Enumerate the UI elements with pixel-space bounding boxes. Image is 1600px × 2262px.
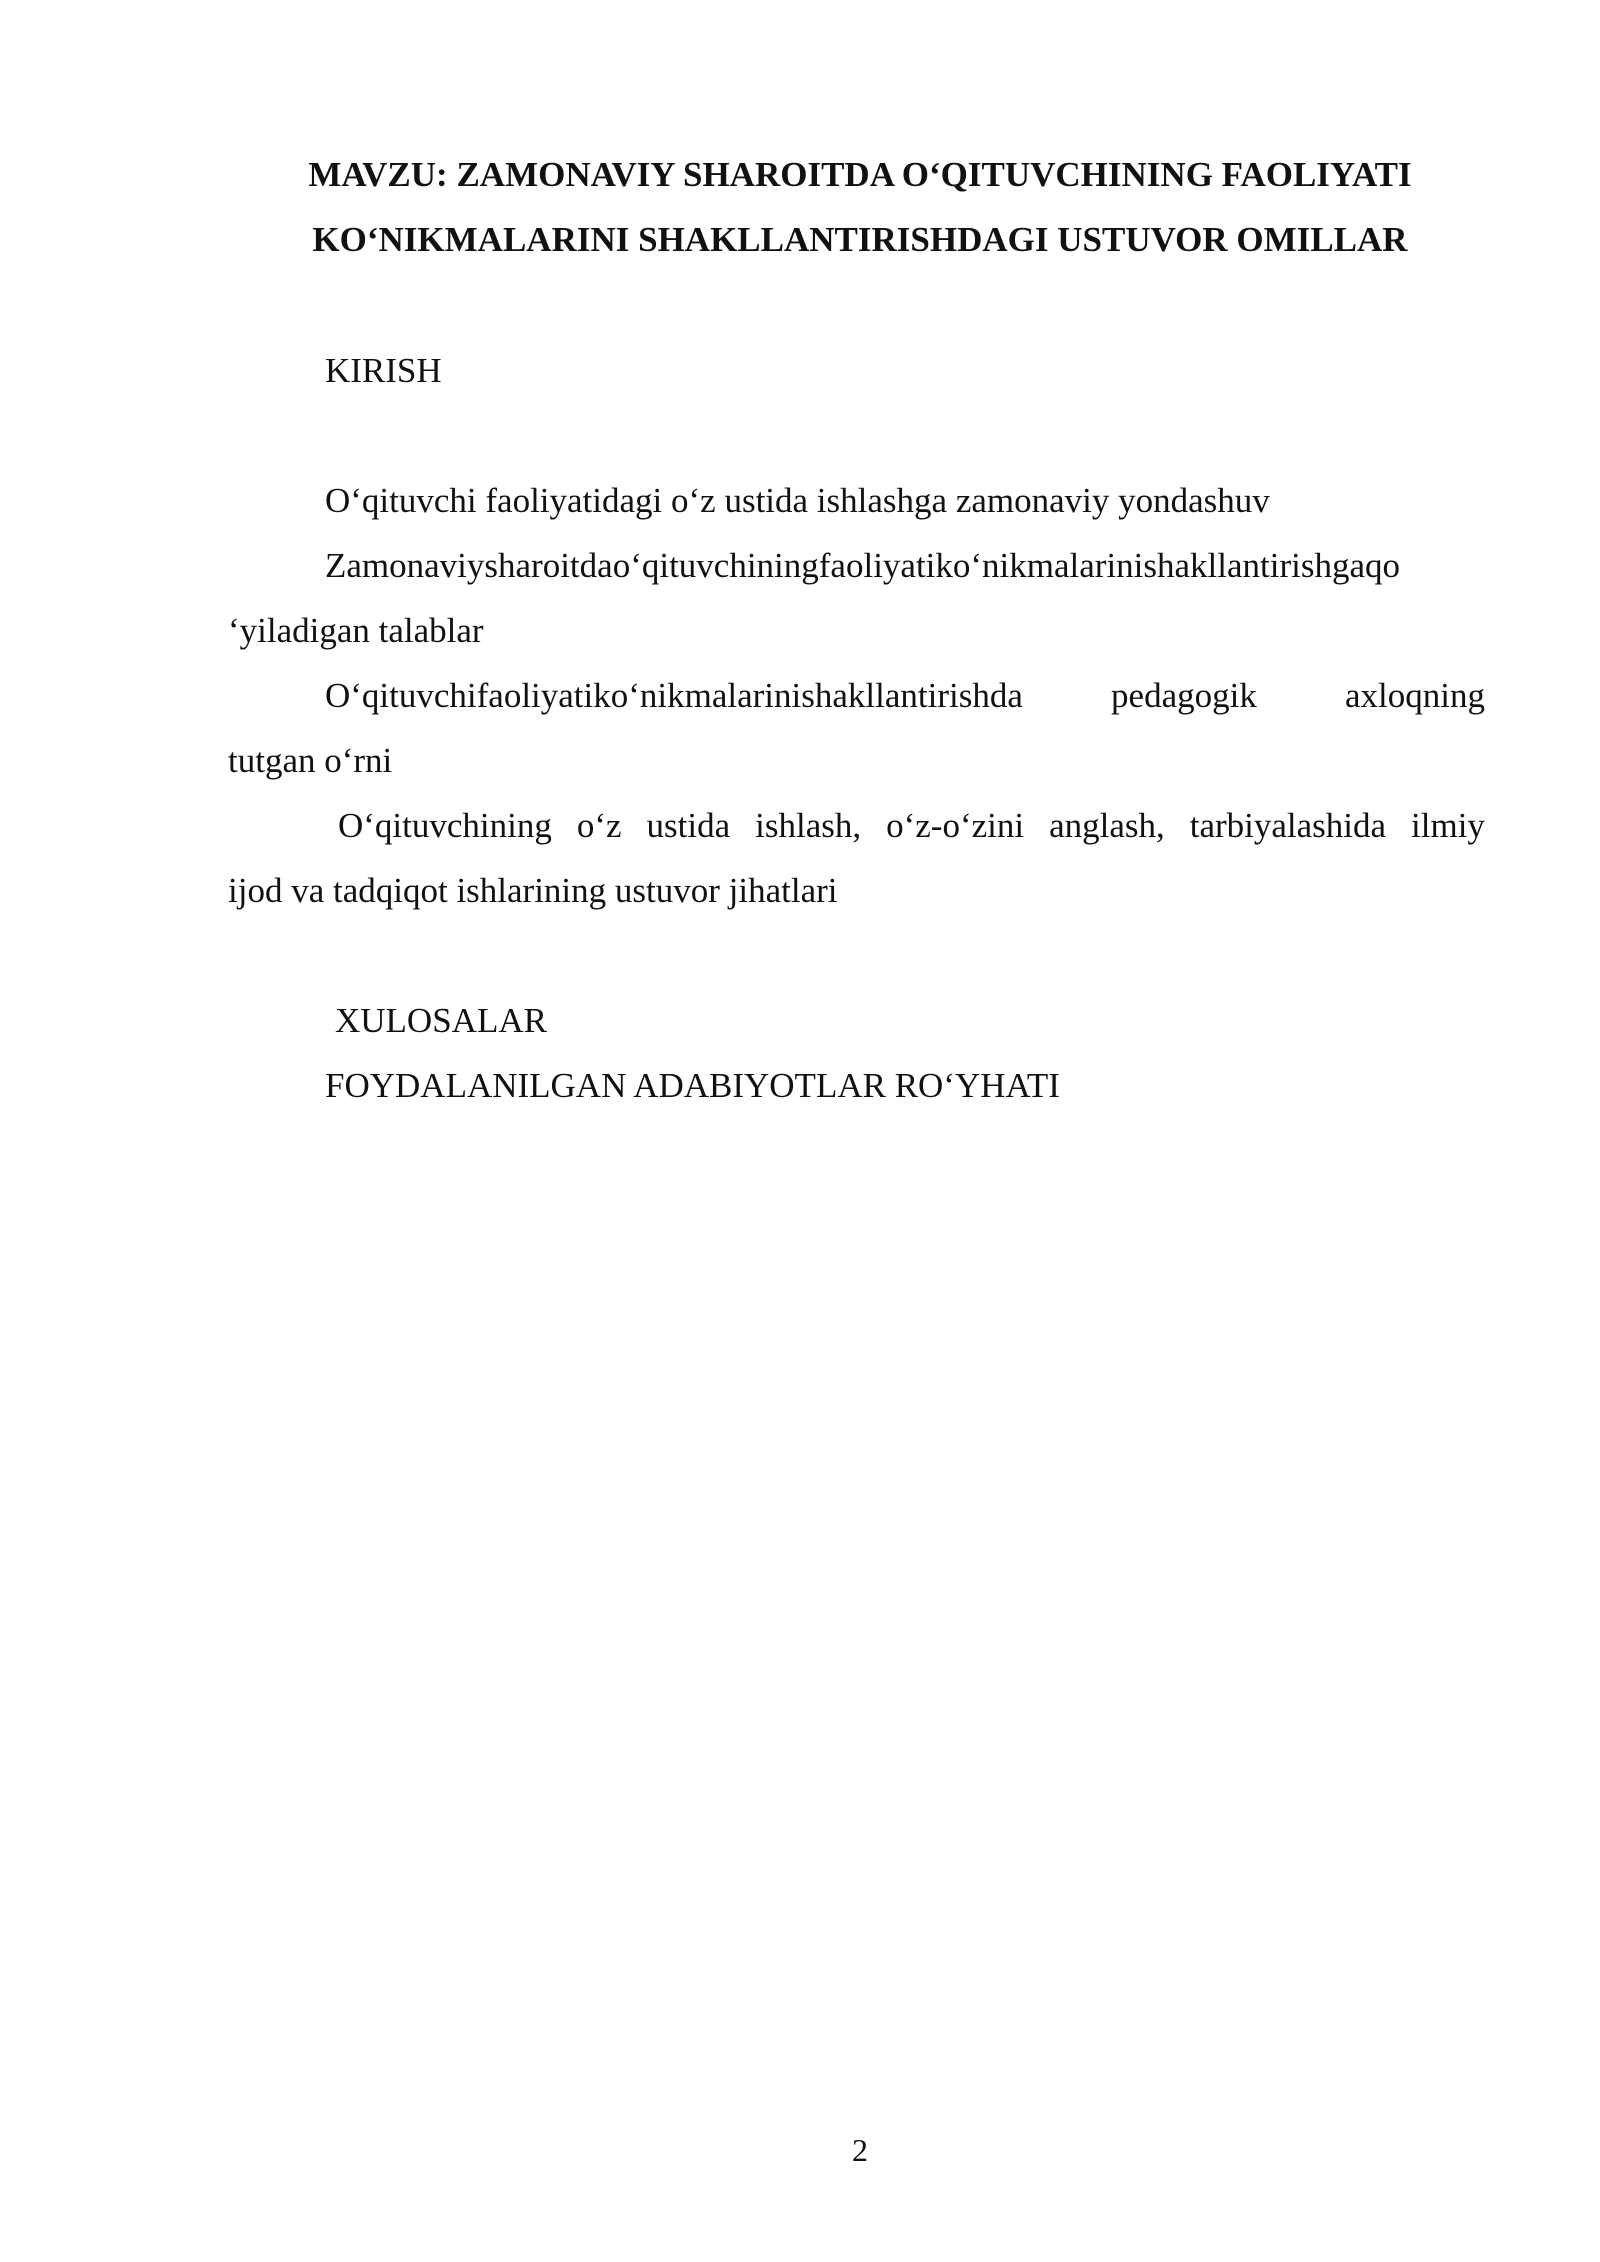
- toc-item-4-word: o‘z: [576, 806, 622, 845]
- toc-item-4-line-2: ijod va tadqiqot ishlarining ustuvor jihatlari: [228, 871, 838, 910]
- toc-item-3-line-1: [325, 663, 1485, 728]
- title-line-1: MAVZU: ZAMONAVIY SHAROITDA O‘QITUVCHINING FAOLIYATI: [308, 155, 1412, 194]
- toc-item-2-line-2: ‘yiladigan talablar: [228, 611, 484, 650]
- toc-intro: KIRISH: [325, 351, 442, 390]
- toc-item-4-word: o‘z-o‘zini: [886, 806, 1025, 845]
- toc-item-4-word: ishlash,: [755, 806, 862, 845]
- toc-item-4-word: ustida: [646, 806, 731, 845]
- toc-item-4-line-1: [338, 793, 1485, 858]
- toc-item-4-word: anglash,: [1049, 806, 1165, 845]
- toc-item-3-line-2: tutgan o‘rni: [228, 741, 393, 780]
- toc-item-4-word: tarbiyalashida: [1189, 806, 1387, 845]
- document-title: [230, 142, 1490, 272]
- toc-item-3-word: O‘qituvchifaoliyatiko‘nikmalarinishakllantirishda: [325, 676, 1023, 715]
- toc-item-2-line-1: Zamonaviysharoitdao‘qituvchiningfaoliyatiko‘nikmalarinishakllantirishgaqo: [325, 546, 1401, 585]
- toc-item-1: O‘qituvchi faoliyatidagi o‘z ustida ishlashga zamonaviy yondashuv: [325, 481, 1270, 520]
- title-line-2: KO‘NIKMALARINI SHAKLLANTIRISHDAGI USTUVOR OMILLAR: [312, 220, 1408, 259]
- toc-references: FOYDALANILGAN ADABIYOTLAR RO‘YHATI: [325, 1066, 1060, 1105]
- toc-item-3-word: axloqning: [1345, 676, 1485, 715]
- toc-item-3-word: pedagogik: [1111, 676, 1257, 715]
- toc-item-4-word: O‘qituvchining: [338, 806, 552, 845]
- toc-item-4-word: ilmiy: [1411, 806, 1485, 845]
- page-number: 2: [852, 2132, 868, 2168]
- toc-conclusions: XULOSALAR: [335, 1001, 547, 1040]
